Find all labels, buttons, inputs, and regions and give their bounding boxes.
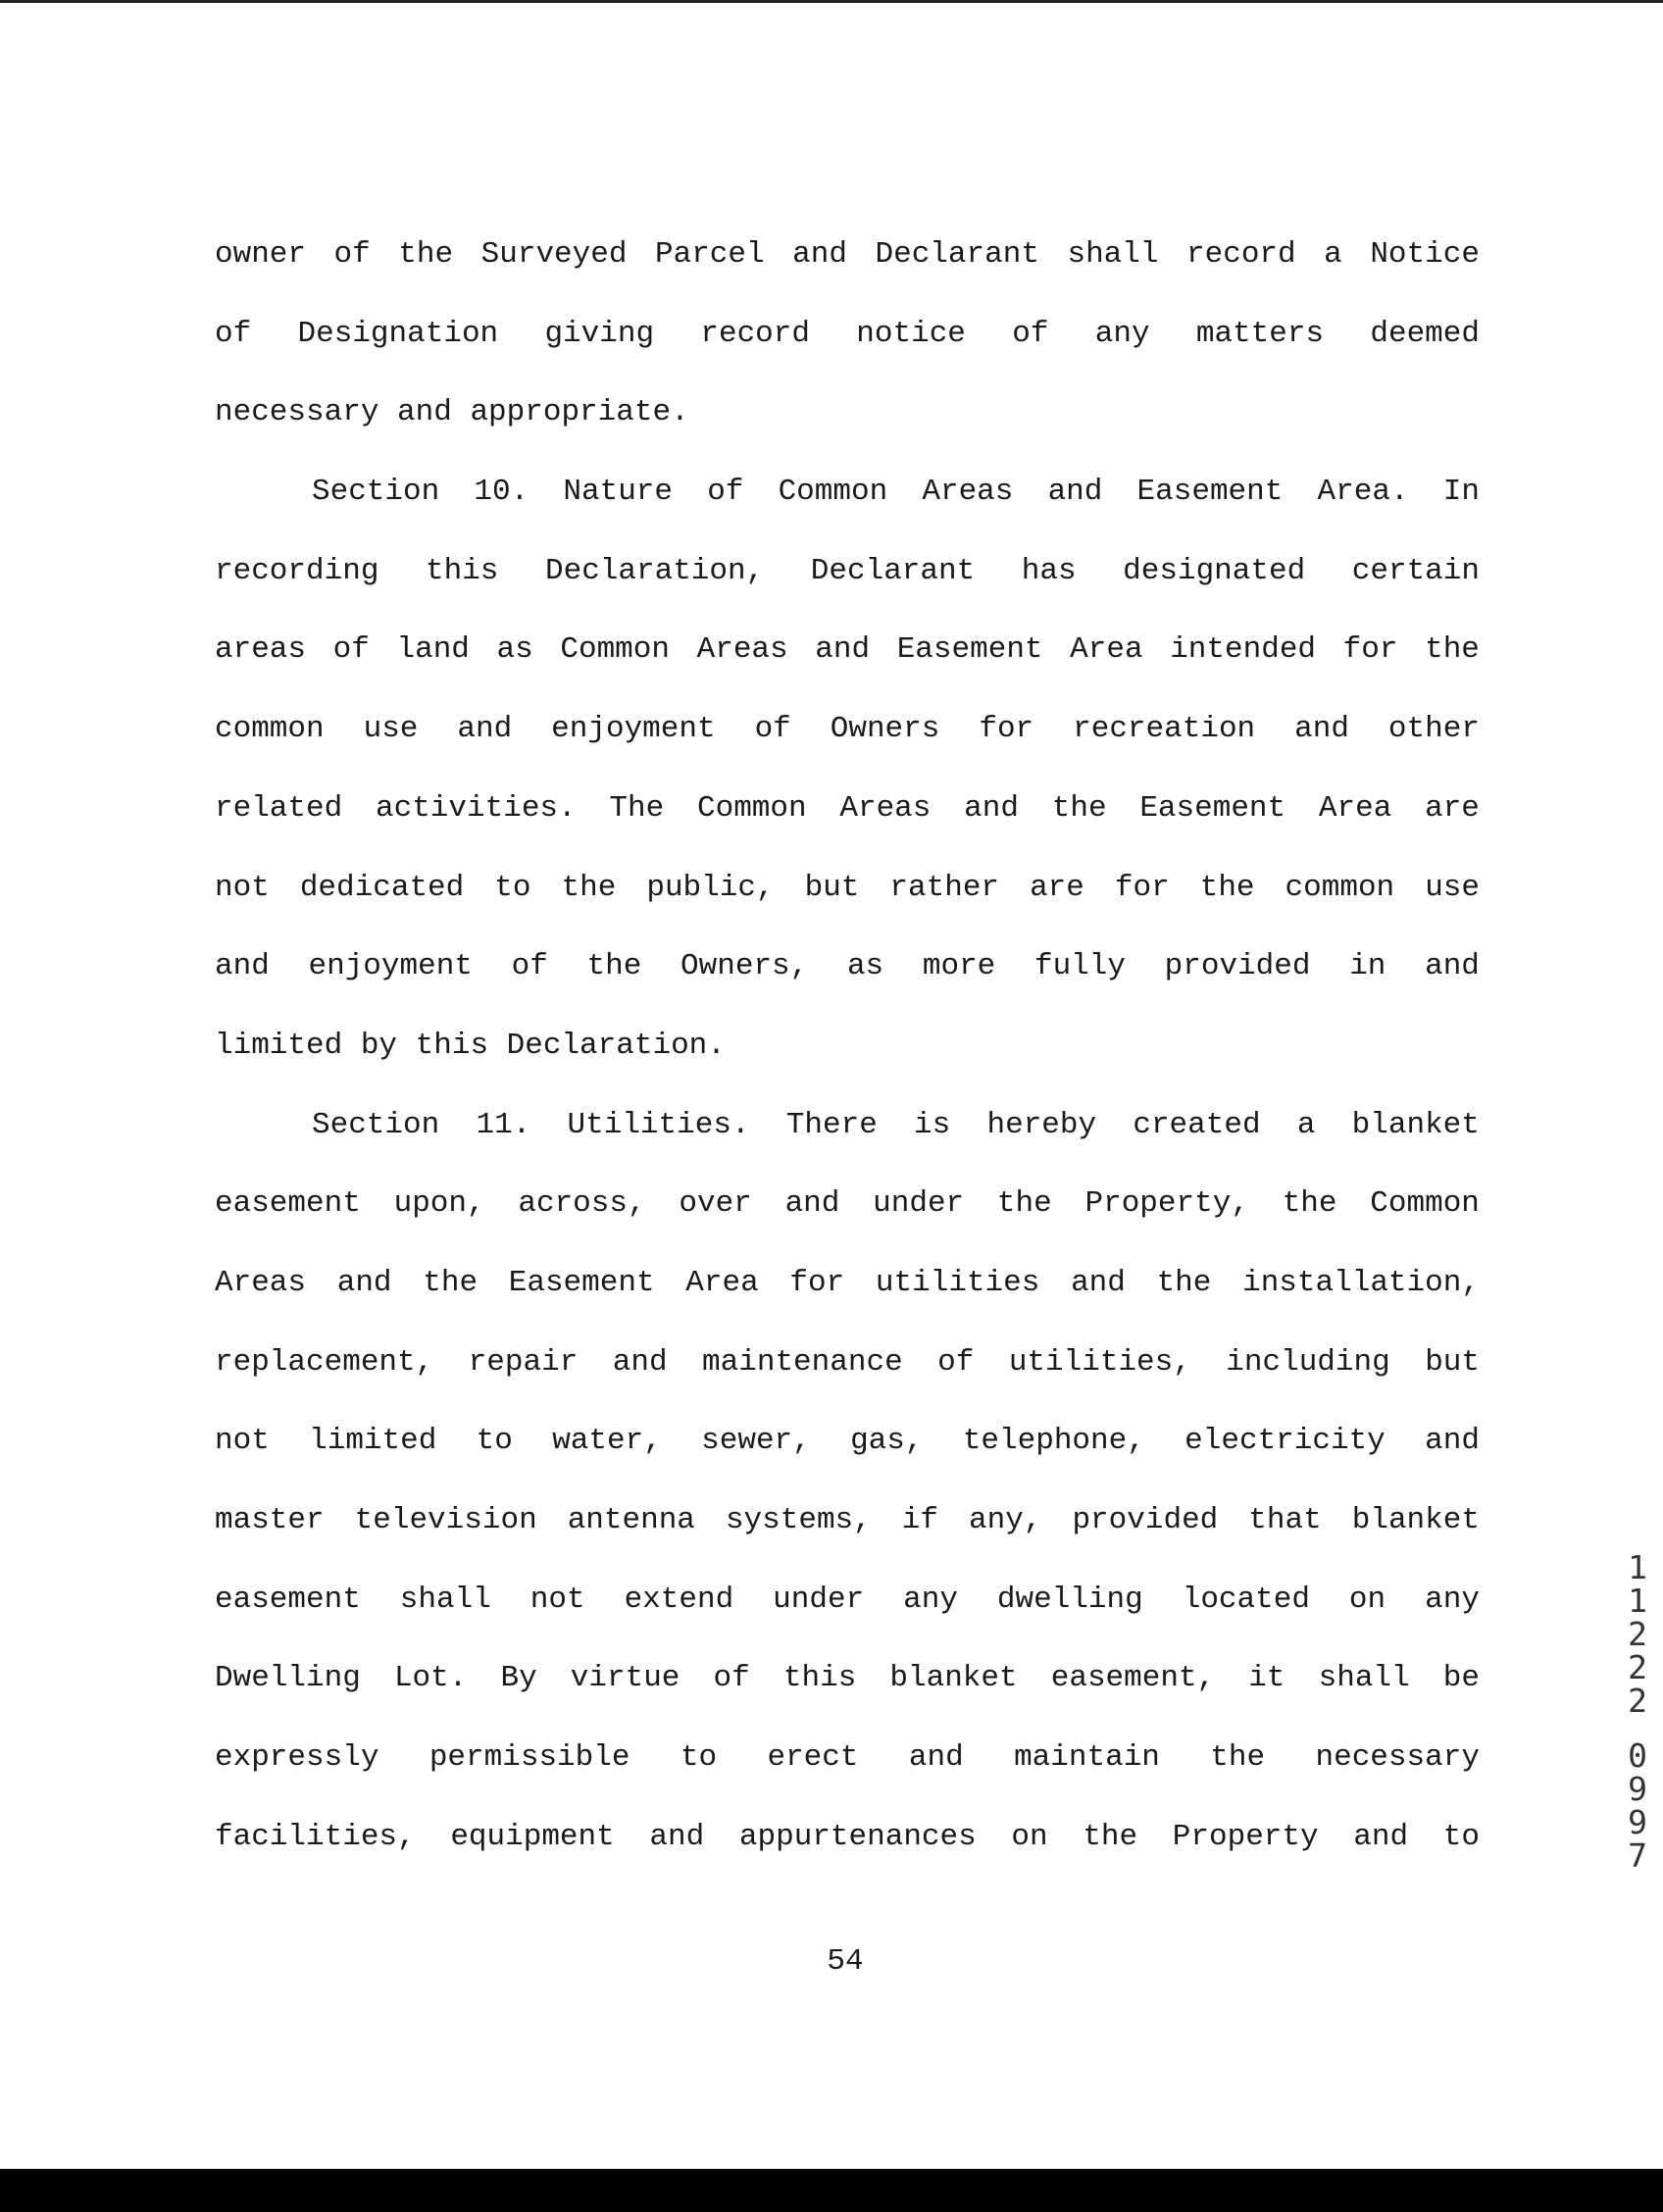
word: to — [680, 1740, 718, 1776]
text-line — [215, 1414, 1480, 1493]
word: shall — [399, 1582, 491, 1617]
word: dedicated — [299, 870, 465, 905]
word: a — [1296, 1107, 1316, 1142]
word: shall — [1067, 237, 1159, 272]
word: gas, — [850, 1424, 924, 1459]
word: maintenance — [702, 1344, 903, 1380]
line-text: necessary and appropriate. — [215, 395, 689, 430]
word: the — [561, 870, 617, 905]
word: of — [1012, 316, 1049, 351]
text-line — [215, 1256, 1480, 1335]
word: virtue — [570, 1661, 680, 1696]
word: Section — [312, 475, 440, 510]
word: the — [1083, 1819, 1138, 1854]
word: erect — [767, 1740, 859, 1776]
word: Notice — [1370, 237, 1480, 272]
word: common — [1285, 870, 1395, 905]
text-line — [215, 1731, 1480, 1810]
word: installation, — [1242, 1265, 1480, 1300]
word: Owners — [830, 712, 940, 747]
word: and — [964, 790, 1019, 826]
word: the — [996, 1186, 1052, 1222]
word: not — [529, 1582, 585, 1617]
stamp-digit: 2 — [1628, 1648, 1647, 1686]
word: and — [649, 1819, 705, 1854]
word: television — [354, 1503, 537, 1537]
word: and — [815, 632, 871, 668]
word: blanket — [1351, 1107, 1480, 1142]
text-line — [215, 1019, 1480, 1098]
word: and — [1071, 1265, 1126, 1300]
word: limited — [309, 1424, 437, 1459]
text-line — [215, 1810, 1480, 1889]
stamp-digit: 0 — [1628, 1736, 1647, 1775]
word: of — [707, 475, 744, 510]
word: for — [979, 712, 1034, 747]
word: and — [457, 712, 513, 747]
word: Easement — [896, 632, 1043, 668]
word: under — [873, 1186, 965, 1222]
text-line — [215, 385, 1480, 465]
stamp-digit: 9 — [1628, 1770, 1647, 1808]
word: 11. — [476, 1107, 531, 1142]
word: extend — [624, 1582, 734, 1617]
word: not — [215, 1424, 270, 1459]
word: as — [496, 632, 533, 668]
word: Property — [1172, 1819, 1319, 1854]
word: the — [1051, 790, 1107, 826]
word: and — [336, 1265, 392, 1300]
word: intended — [1170, 632, 1317, 668]
word: any — [1094, 316, 1150, 351]
word: Area — [685, 1265, 759, 1300]
word: dwelling — [996, 1582, 1143, 1617]
word: Area. — [1317, 475, 1409, 510]
word: necessary — [1315, 1740, 1480, 1776]
word: maintain — [1014, 1740, 1160, 1776]
text-line — [215, 1651, 1480, 1731]
word: over — [679, 1186, 752, 1222]
text-line — [215, 861, 1480, 940]
word: Common — [778, 475, 888, 510]
word: the — [423, 1265, 479, 1300]
word: deemed — [1370, 316, 1480, 351]
word: under — [773, 1582, 865, 1617]
section-10-heading-line — [215, 465, 1480, 544]
document-body — [215, 227, 1480, 1888]
word: telephone, — [962, 1424, 1145, 1459]
word: and — [1425, 1424, 1480, 1459]
word: but — [1425, 1344, 1480, 1380]
scan-top-edge — [0, 0, 1663, 3]
word: the — [1425, 632, 1480, 668]
word: In — [1442, 475, 1480, 510]
word: designated — [1123, 553, 1306, 588]
text-line — [215, 1335, 1480, 1415]
word: recording — [215, 553, 379, 588]
word: created — [1133, 1107, 1261, 1142]
word: rather — [889, 870, 1000, 905]
word: enjoyment — [308, 949, 473, 984]
word: hereby — [986, 1107, 1097, 1142]
text-line — [215, 227, 1480, 307]
line-text: limited by this Declaration. — [215, 1028, 726, 1063]
word: to — [494, 870, 531, 905]
word: other — [1387, 712, 1480, 747]
word: record — [700, 316, 810, 351]
word: Parcel — [655, 237, 765, 272]
word: Easement — [508, 1265, 655, 1300]
word: not — [215, 870, 270, 905]
stamp-digit: 1 — [1628, 1548, 1647, 1586]
word: and — [1294, 712, 1349, 747]
word: master — [215, 1503, 325, 1537]
word: the — [586, 949, 642, 984]
word: of — [215, 316, 252, 351]
word: Declaration, — [544, 553, 765, 588]
word: Areas — [922, 475, 1014, 510]
word: areas — [215, 632, 307, 668]
word: and — [784, 1186, 840, 1222]
stamp-digit: 1 — [1628, 1582, 1647, 1620]
word: as — [846, 949, 884, 984]
word: easement — [215, 1186, 361, 1222]
margin-stamp — [1617, 1548, 1658, 1875]
word: Easement — [1136, 475, 1284, 510]
word: recreation — [1073, 712, 1256, 747]
word: for — [1342, 632, 1398, 668]
word: of — [754, 712, 791, 747]
word: Common — [1370, 1186, 1480, 1222]
word: for — [1114, 870, 1170, 905]
word: fully — [1033, 949, 1126, 984]
text-line — [215, 623, 1480, 702]
word: notice — [856, 316, 966, 351]
word: any, — [969, 1503, 1042, 1537]
word: any — [1425, 1582, 1480, 1617]
text-line — [215, 781, 1480, 861]
word: upon, — [393, 1186, 485, 1222]
stamp-digit: 7 — [1628, 1836, 1647, 1875]
word: replacement, — [215, 1344, 434, 1380]
section-11-heading-line — [215, 1098, 1480, 1178]
word: of — [937, 1344, 975, 1380]
text-line — [215, 1573, 1480, 1652]
word: has — [1021, 553, 1077, 588]
word: the — [1156, 1265, 1212, 1300]
word: Areas — [696, 632, 788, 668]
word: antenna — [567, 1503, 695, 1537]
word: this — [426, 553, 499, 588]
word: blanket — [1351, 1503, 1480, 1537]
word: The — [609, 790, 665, 826]
word: the — [1282, 1186, 1337, 1222]
page-number: 54 — [827, 1944, 864, 1979]
word: activities. — [376, 790, 577, 826]
word: of — [713, 1661, 750, 1696]
stamp-digit: 2 — [1628, 1615, 1647, 1653]
word: provided — [1072, 1503, 1219, 1537]
word: across, — [518, 1186, 646, 1222]
word: to — [1442, 1819, 1480, 1854]
word: utilities — [875, 1265, 1040, 1300]
word: the — [398, 237, 454, 272]
word: the — [1210, 1740, 1266, 1776]
word: Common — [560, 632, 670, 668]
word: related — [215, 790, 343, 826]
word: to — [476, 1424, 513, 1459]
word: Area — [1070, 632, 1143, 668]
word: but — [804, 870, 860, 905]
word: of — [332, 632, 370, 668]
word: are — [1030, 870, 1084, 905]
word: and — [908, 1740, 964, 1776]
word: Common — [696, 790, 807, 826]
word: Declarant — [810, 553, 976, 588]
word: enjoyment — [551, 712, 716, 747]
word: of — [333, 237, 371, 272]
text-line — [215, 1493, 1480, 1573]
word: public, — [646, 870, 775, 905]
word: this — [782, 1661, 857, 1696]
word: it — [1248, 1661, 1285, 1696]
word: Lot. — [393, 1661, 468, 1696]
word: on — [1348, 1582, 1386, 1617]
word: By — [500, 1661, 537, 1696]
word: Dwelling — [215, 1661, 361, 1696]
text-line — [215, 702, 1480, 781]
word: record — [1186, 237, 1296, 272]
word: blanket — [889, 1661, 1018, 1696]
word: easement, — [1050, 1661, 1216, 1696]
word: and — [1047, 475, 1103, 510]
word: permissible — [428, 1740, 630, 1776]
word: Owners, — [680, 949, 809, 984]
word: provided — [1164, 949, 1311, 984]
word: that — [1248, 1503, 1322, 1537]
word: use — [363, 712, 419, 747]
stamp-digit: 9 — [1628, 1803, 1647, 1841]
word: sewer, — [701, 1424, 811, 1459]
word: are — [1425, 790, 1480, 826]
word: more — [922, 949, 996, 984]
word: common — [215, 712, 325, 747]
word: and — [612, 1344, 668, 1380]
word: Property, — [1084, 1186, 1249, 1222]
word: use — [1425, 870, 1480, 905]
word: Nature — [563, 475, 674, 510]
word: Areas — [839, 790, 932, 826]
stamp-digit: 2 — [1628, 1682, 1647, 1720]
word: in — [1349, 949, 1386, 984]
word: Area — [1318, 790, 1392, 826]
word: equipment — [450, 1819, 615, 1854]
text-line — [215, 307, 1480, 386]
word: and — [1353, 1819, 1409, 1854]
word: and — [792, 237, 847, 272]
word: giving — [544, 316, 655, 351]
word: the — [1199, 870, 1255, 905]
word: of — [511, 949, 548, 984]
word: appurtenances — [738, 1819, 977, 1854]
word: and — [1425, 949, 1480, 984]
word: shall — [1318, 1661, 1410, 1696]
word: There — [785, 1107, 878, 1142]
word: electricity — [1184, 1424, 1386, 1459]
scan-bottom-edge — [0, 2169, 1663, 2212]
word: Section — [312, 1107, 440, 1142]
text-line — [215, 939, 1480, 1019]
word: easement — [215, 1582, 361, 1617]
word: located — [1182, 1582, 1310, 1617]
word: and — [215, 949, 270, 984]
word: utilities, — [1008, 1344, 1191, 1380]
word: Areas — [215, 1265, 307, 1300]
word: Utilities. — [567, 1107, 750, 1142]
word: systems, — [725, 1503, 872, 1537]
word: Declarant — [875, 237, 1039, 272]
word: 10. — [474, 475, 529, 510]
word: water, — [552, 1424, 662, 1459]
word: if — [901, 1503, 938, 1537]
word: Easement — [1139, 790, 1286, 826]
word: including — [1226, 1344, 1390, 1380]
word: certain — [1351, 553, 1480, 588]
word: owner — [215, 237, 307, 272]
word: facilities, — [215, 1819, 416, 1854]
word: Surveyed — [480, 237, 628, 272]
word: any — [903, 1582, 958, 1617]
word: a — [1324, 237, 1342, 272]
text-line — [215, 544, 1480, 624]
word: for — [789, 1265, 845, 1300]
word: repair — [468, 1344, 579, 1380]
text-line — [215, 1177, 1480, 1256]
word: Designation — [297, 316, 499, 351]
word: land — [396, 632, 470, 668]
word: on — [1011, 1819, 1048, 1854]
word: is — [914, 1107, 951, 1142]
word: matters — [1195, 316, 1325, 351]
word: expressly — [215, 1740, 379, 1776]
word: be — [1442, 1661, 1480, 1696]
